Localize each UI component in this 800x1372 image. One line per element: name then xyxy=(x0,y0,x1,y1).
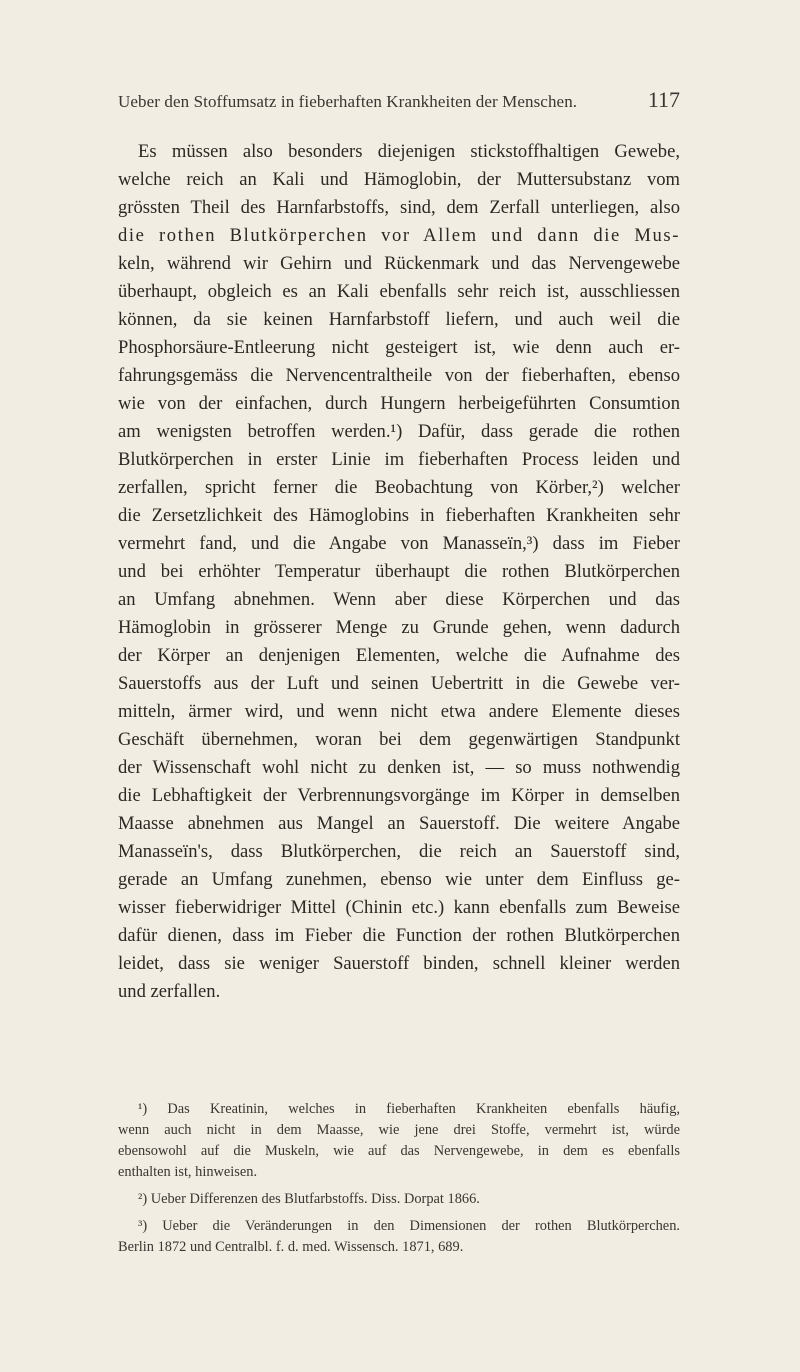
text-line: keln, während wir Gehirn und Rückenmark und das Nervengewebe xyxy=(118,253,680,274)
footnotes xyxy=(118,1099,680,1258)
text-line: Sauerstoffs aus der Luft und seinen Uebertritt in die Gewebe ver- xyxy=(118,673,680,694)
text-line: der Wissenschaft wohl nicht zu denken ist, — so muss nothwendig xyxy=(118,757,680,778)
text-line: Hämoglobin in grösserer Menge zu Grunde gehen, wenn dadurch xyxy=(118,617,680,638)
text-line: zerfallen, spricht ferner die Beobachtung von Körber,²) welcher xyxy=(118,477,680,498)
running-title: Ueber den Stoffumsatz in fieberhaften Krankheiten der Menschen. xyxy=(118,92,578,111)
text-line: können, da sie keinen Harnfarbstoff liefern, und auch weil die xyxy=(118,309,680,330)
text-line: Geschäft übernehmen, woran bei dem gegenwärtigen Standpunkt xyxy=(118,729,680,750)
text-line: überhaupt, obgleich es an Kali ebenfalls sehr reich ist, ausschliessen xyxy=(118,281,680,302)
text-line: Blutkörperchen in erster Linie im fieberhaften Process leiden und xyxy=(118,449,680,470)
footnote-1-line: enthalten ist, hinweisen. xyxy=(118,1164,258,1180)
text-line: der Körper an denjenigen Elementen, welche die Aufnahme des xyxy=(118,645,680,666)
text-line: mitteln, ärmer wird, und wenn nicht etwa andere Elemente dieses xyxy=(118,701,680,722)
text-line: grössten Theil des Harnfarbstoffs, sind, dem Zerfall unterliegen, also xyxy=(118,197,680,218)
text-line: welche reich an Kali und Hämoglobin, der Muttersubstanz vom xyxy=(118,169,680,190)
page-header xyxy=(118,87,680,116)
text-line: fahrungsgemäss die Nervencentraltheile von der fieberhaften, ebenso xyxy=(118,365,680,386)
footnote-3-line: Berlin 1872 und Centralbl. f. d. med. Wissensch. 1871, 689. xyxy=(118,1239,464,1255)
text-line: Es müssen also besonders diejenigen stickstoffhaltigen Gewebe, xyxy=(138,141,680,162)
text-line: dafür dienen, dass im Fieber die Function der rothen Blutkörperchen xyxy=(118,925,680,946)
text-line: leidet, dass sie weniger Sauerstoff binden, schnell kleiner werden xyxy=(118,953,680,974)
text-line: Phosphorsäure-Entleerung nicht gesteigert ist, wie denn auch er- xyxy=(118,337,680,358)
text-line: die Zersetzlichkeit des Hämoglobins in fieberhaften Krankheiten sehr xyxy=(118,505,680,526)
footnote-2-line: ²) Ueber Differenzen des Blutfarbstoffs. Diss. Dorpat 1866. xyxy=(138,1191,480,1207)
text-line: und zerfallen. xyxy=(118,981,221,1002)
text-line: Manasseïn's, dass Blutkörperchen, die reich an Sauerstoff sind, xyxy=(118,841,680,862)
text-line: an Umfang abnehmen. Wenn aber diese Körperchen und das xyxy=(118,589,680,610)
text-line: wie von der einfachen, durch Hungern herbeigeführten Consumtion xyxy=(118,393,680,414)
footnote-3-line: ³) Ueber die Veränderungen in den Dimensionen der rothen Blutkörperchen. xyxy=(138,1218,680,1234)
footnote-1-line: ebensowohl auf die Muskeln, wie auf das Nervengewebe, in dem es ebenfalls xyxy=(118,1143,680,1159)
text-line: vermehrt fand, und die Angabe von Manasseïn,³) dass im Fieber xyxy=(118,533,680,554)
text-line: und bei erhöhter Temperatur überhaupt die rothen Blutkörperchen xyxy=(118,561,680,582)
text-line: gerade an Umfang zunehmen, ebenso wie unter dem Einfluss ge- xyxy=(118,869,680,890)
text-line: Maasse abnehmen aus Mangel an Sauerstoff. Die weitere Angabe xyxy=(118,813,680,834)
footnote-1-line: ¹) Das Kreatinin, welches in fieberhaften Krankheiten ebenfalls häufig, xyxy=(138,1101,680,1117)
text-line: die Lebhaftigkeit der Verbrennungsvorgänge im Körper in demselben xyxy=(118,785,680,806)
text-line: die rothen Blutkörperchen vor Allem und dann die Mus- xyxy=(118,225,680,246)
page-number: 117 xyxy=(647,87,680,112)
text-line: wisser fieberwidriger Mittel (Chinin etc.) kann ebenfalls zum Beweise xyxy=(118,897,680,918)
body-text xyxy=(118,138,680,1006)
footnote-1-line: wenn auch nicht in dem Maasse, wie jene drei Stoffe, vermehrt ist, würde xyxy=(118,1122,680,1138)
text-line: am wenigsten betroffen werden.¹) Dafür, dass gerade die rothen xyxy=(118,421,680,442)
